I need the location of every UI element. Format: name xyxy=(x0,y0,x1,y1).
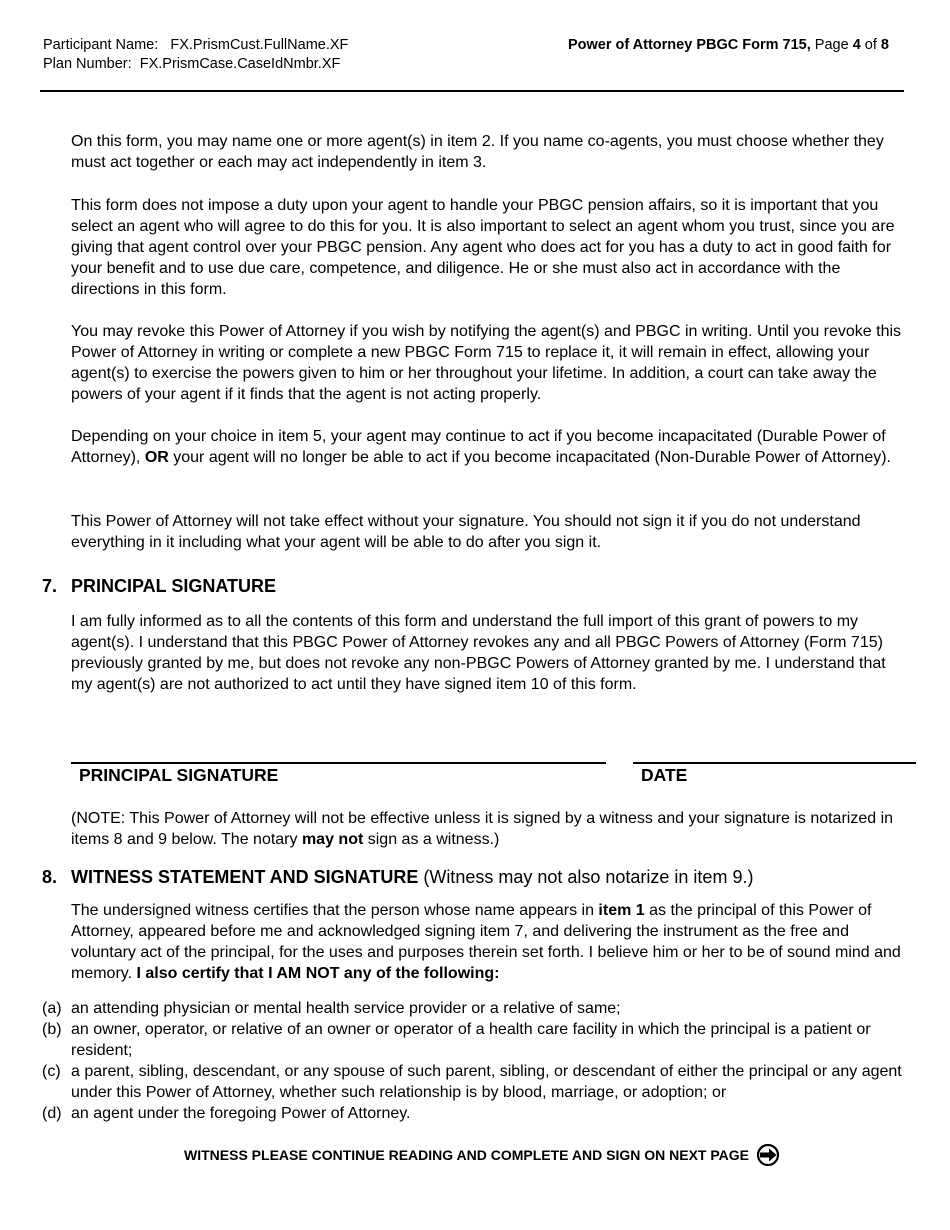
intro-paragraph-5: This Power of Attorney will not take effect without your signature. You should not sign it if you do not understand everything in it including what your agent will be able to do after you sign it. xyxy=(71,513,861,551)
date-label: DATE xyxy=(641,765,688,785)
s8-body-b: as the principal of this Power of Attorney, appeared before me and acknowledged signing item 7, and delivering the instrument as the free and voluntary act of the principal, for the uses and purposes therein set forth. I believe him or her to be of sound mind and memory. xyxy=(71,902,901,982)
principal-signature-line[interactable] xyxy=(71,762,606,764)
list-marker: (d) xyxy=(42,1105,62,1122)
continue-text: WITNESS PLEASE CONTINUE READING AND COMPLETE AND SIGN ON NEXT PAGE xyxy=(184,1147,749,1163)
s8-body-a: The undersigned witness certifies that the person whose name appears in xyxy=(71,902,599,919)
intro-p4-or: OR xyxy=(144,449,169,466)
intro-paragraph-3: You may revoke this Power of Attorney if you wish by notifying the agent(s) and PBGC in writing. Until you revoke this Power of Attorney in writing or complete a new PBGC Form 715 to replace it, it will remain in effect, allowing your agent(s) to exercise the powers given to him or her throughout your lifetime. In addition, a court can take away the powers of your agent if it finds that the agent is not acting properly. xyxy=(71,323,902,403)
header-divider xyxy=(40,90,904,92)
section-8-title: WITNESS STATEMENT AND SIGNATURE xyxy=(71,867,419,887)
list-marker: (b) xyxy=(42,1021,62,1038)
participant-name-label: Participant Name: xyxy=(43,37,159,53)
intro-p4-text-a: Depending on your choice in item 5, your agent may continue to act if you become incapacitated (Durable Power of Attorney), xyxy=(71,428,886,466)
arrow-right-circle-icon xyxy=(756,1143,780,1167)
section-7-heading xyxy=(42,575,276,597)
participant-info xyxy=(43,36,348,74)
section-7-body: I am fully informed as to all the contents of this form and understand the full import of this grant of powers to my agent(s). I understand that this PBGC Power of Attorney revokes any and all PBGC Powers of Attorney (Form 715) previously granted by me, but does not revoke any non-PBGC Powers of Attorney granted by me. I understand that my agent(s) are not authorized to act until they have signed item 10 of this form. xyxy=(71,613,886,693)
list-marker: (a) xyxy=(42,1000,62,1017)
page-current: 4 xyxy=(852,37,861,53)
list-text: an owner, operator, or relative of an owner or operator of a health care facility in which the principal is a patient or resident; xyxy=(71,1021,871,1059)
page-word: Page xyxy=(814,37,849,53)
section-8-body xyxy=(71,900,906,984)
witness-exclusion-list xyxy=(42,998,912,1124)
intro-p4-text-b: your agent will no longer be able to act if you become incapacitated (Non-Durable Power of Attorney). xyxy=(168,449,891,466)
intro-paragraph-2: This form does not impose a duty upon your agent to handle your PBGC pension affairs, so it is important that you select an agent who will agree to do this for you. It is also important to select an agent whom you trust, since you are giving that agent control over your PBGC pension. Any agent who does act for you has a duty to act in good faith for your benefit and to use due care, competence, and diligence. He or she must also act in accordance with the directions in this form. xyxy=(71,197,895,298)
plan-number-label: Plan Number: xyxy=(43,56,132,72)
list-text: an attending physician or mental health service provider or a relative of same; xyxy=(71,1000,621,1017)
section-8-number: 8. xyxy=(42,867,58,887)
section-8-subtitle: (Witness may not also notarize in item 9.) xyxy=(418,867,754,887)
section-7-title: PRINCIPAL SIGNATURE xyxy=(71,576,277,596)
list-item xyxy=(42,998,912,1019)
list-text: an agent under the foregoing Power of Attorney. xyxy=(71,1105,411,1122)
participant-name-line xyxy=(43,36,348,55)
section-8-heading xyxy=(42,866,753,888)
s8-certify: I also certify that I AM NOT any of the following: xyxy=(136,965,500,982)
plan-number-line xyxy=(43,55,348,74)
continue-notice xyxy=(0,1143,950,1167)
section-7-note xyxy=(71,808,906,850)
page-of: of xyxy=(864,37,877,53)
note-may-not: may not xyxy=(301,831,364,848)
participant-name-value: FX.PrismCust.FullName.XF xyxy=(170,37,349,53)
form-title: Power of Attorney PBGC Form 715, xyxy=(567,37,811,53)
list-marker: (c) xyxy=(42,1063,61,1080)
section-7-number: 7. xyxy=(42,576,58,596)
form-page-info xyxy=(568,36,889,55)
list-item xyxy=(42,1103,912,1124)
date-line[interactable] xyxy=(633,762,916,764)
list-item xyxy=(42,1019,912,1061)
list-text: a parent, sibling, descendant, or any spouse of such parent, sibling, or descendant of either the principal or any agent under this Power of Attorney, whether such relationship is by blood, marriage, or adoption; or xyxy=(71,1063,902,1101)
page-header xyxy=(0,0,950,93)
note-text-b: sign as a witness.) xyxy=(363,831,500,848)
intro-paragraph-4 xyxy=(71,426,906,468)
page-total: 8 xyxy=(880,37,889,53)
principal-signature-label: PRINCIPAL SIGNATURE xyxy=(79,765,279,785)
plan-number-value: FX.PrismCase.CaseIdNmbr.XF xyxy=(139,56,341,72)
list-item xyxy=(42,1061,912,1103)
s8-item1: item 1 xyxy=(598,902,645,919)
note-text-a: (NOTE: This Power of Attorney will not be effective unless it is signed by a witness and your signature is notarized in items 8 and 9 below. The notary xyxy=(71,810,894,848)
intro-paragraph-1: On this form, you may name one or more agent(s) in item 2. If you name co-agents, you must choose whether they must act together or each may act independently in item 3. xyxy=(71,133,884,171)
